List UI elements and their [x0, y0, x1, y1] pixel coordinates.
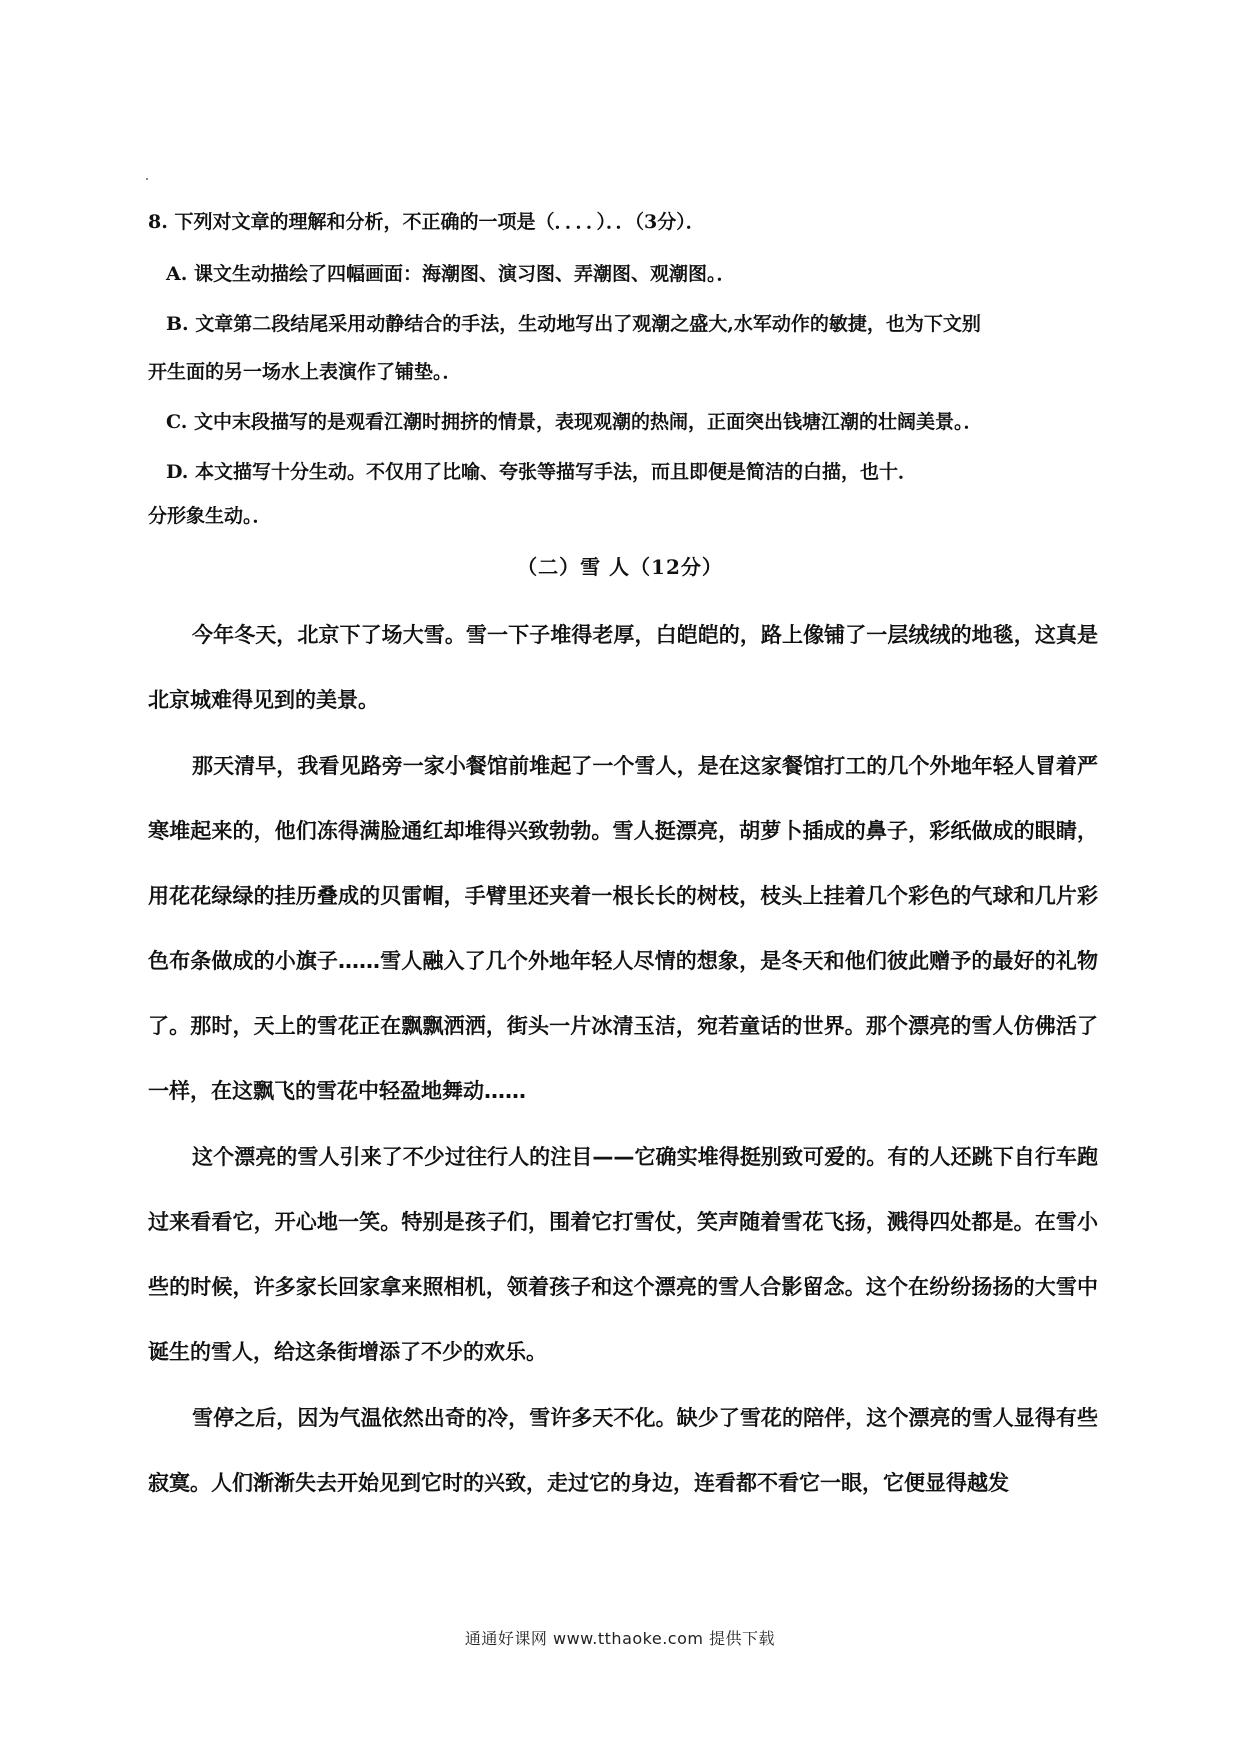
article-paragraph: 雪停之后，因为气温依然出奇的冷，雪许多天不化。缺少了雪花的陪伴，这个漂亮的雪人显得有些寂寞。人们渐渐失去开始见到它时的兴致，走过它的身边，连看都不看它一眼，它便显得越发 — [148, 1406, 1098, 1495]
question-8 — [148, 208, 1098, 552]
scan-mark — [146, 178, 148, 180]
answer-blank: ．．．． — [554, 211, 597, 233]
article-paragraph: 这个漂亮的雪人引来了不少过往行人的注目——它确实堆得挺别致可爱的。有的人还跳下自行车跑过来看看它，开心地一笑。特别是孩子们，围着它打雪仗，笑声随着雪花飞扬，溅得四处都是。在雪小些的时候，许多家长回家拿来照相机，领着孩子和这个漂亮的雪人合影留念。这个在纷纷扬扬的大雪中诞生的雪人，给这条街增添了不少的欢乐。 — [148, 1145, 1098, 1364]
option-d-line2: 分形象生动。． — [148, 505, 272, 527]
option-d-line1: D. 本文描写十分生动。不仅用了比喻、夸张等描写手法，而且即便是简洁的白描，也十． — [166, 461, 918, 483]
article-body — [148, 603, 1098, 1517]
option-b-line1: B. 文章第二段结尾采用动静结合的手法，生动地写出了观潮之盛大,水军动作的敏捷，也为下文别 — [166, 313, 981, 335]
option-a: A. 课文生动描绘了四幅画面：海潮图、演习图、弄潮图、观潮图。． — [166, 263, 736, 285]
section-title: （二）雪 人（12分） — [517, 555, 723, 579]
question-title — [148, 208, 1098, 236]
footer-credit: 通通好课网 www.tthaoke.com 提供下载 — [464, 1629, 776, 1648]
option-c: C. 文中末段描写的是观看江潮时拥挤的情景，表现观潮的热闹，正面突出钱塘江潮的壮阔美景。． — [166, 411, 983, 433]
question-title-prefix: 8. 下列对文章的理解和分析，不正确的一项是（ — [148, 211, 555, 233]
option-b-line2: 开生面的另一场水上表演作了铺垫。． — [148, 361, 462, 383]
article-paragraph: 今年冬天，北京下了场大雪。雪一下子堆得老厚，白皑皑的，路上像铺了一层绒绒的地毯，这真是北京城难得见到的美景。 — [148, 623, 1098, 712]
article-paragraph: 那天清早，我看见路旁一家小餐馆前堆起了一个雪人，是在这家餐馆打工的几个外地年轻人冒着严寒堆起来的，他们冻得满脸通红却堆得兴致勃勃。雪人挺漂亮，胡萝卜插成的鼻子，彩纸做成的眼睛，用花花绿绿的挂历叠成的贝雷帽，手臂里还夹着一根长长的树枝，枝头上挂着几个彩色的气球和几片彩色布条做成的小旗子……雪人融入了几个外地年轻人尽情的想象，是冬天和他们彼此赠予的最好的礼物了。那时，天上的雪花正在飘飘洒洒，街头一片冰清玉洁，宛若童话的世界。那个漂亮的雪人仿佛活了一样，在这飘飞的雪花中轻盈地舞动…… — [148, 754, 1098, 1103]
question-title-suffix: ）．．（3分）． — [596, 211, 705, 233]
